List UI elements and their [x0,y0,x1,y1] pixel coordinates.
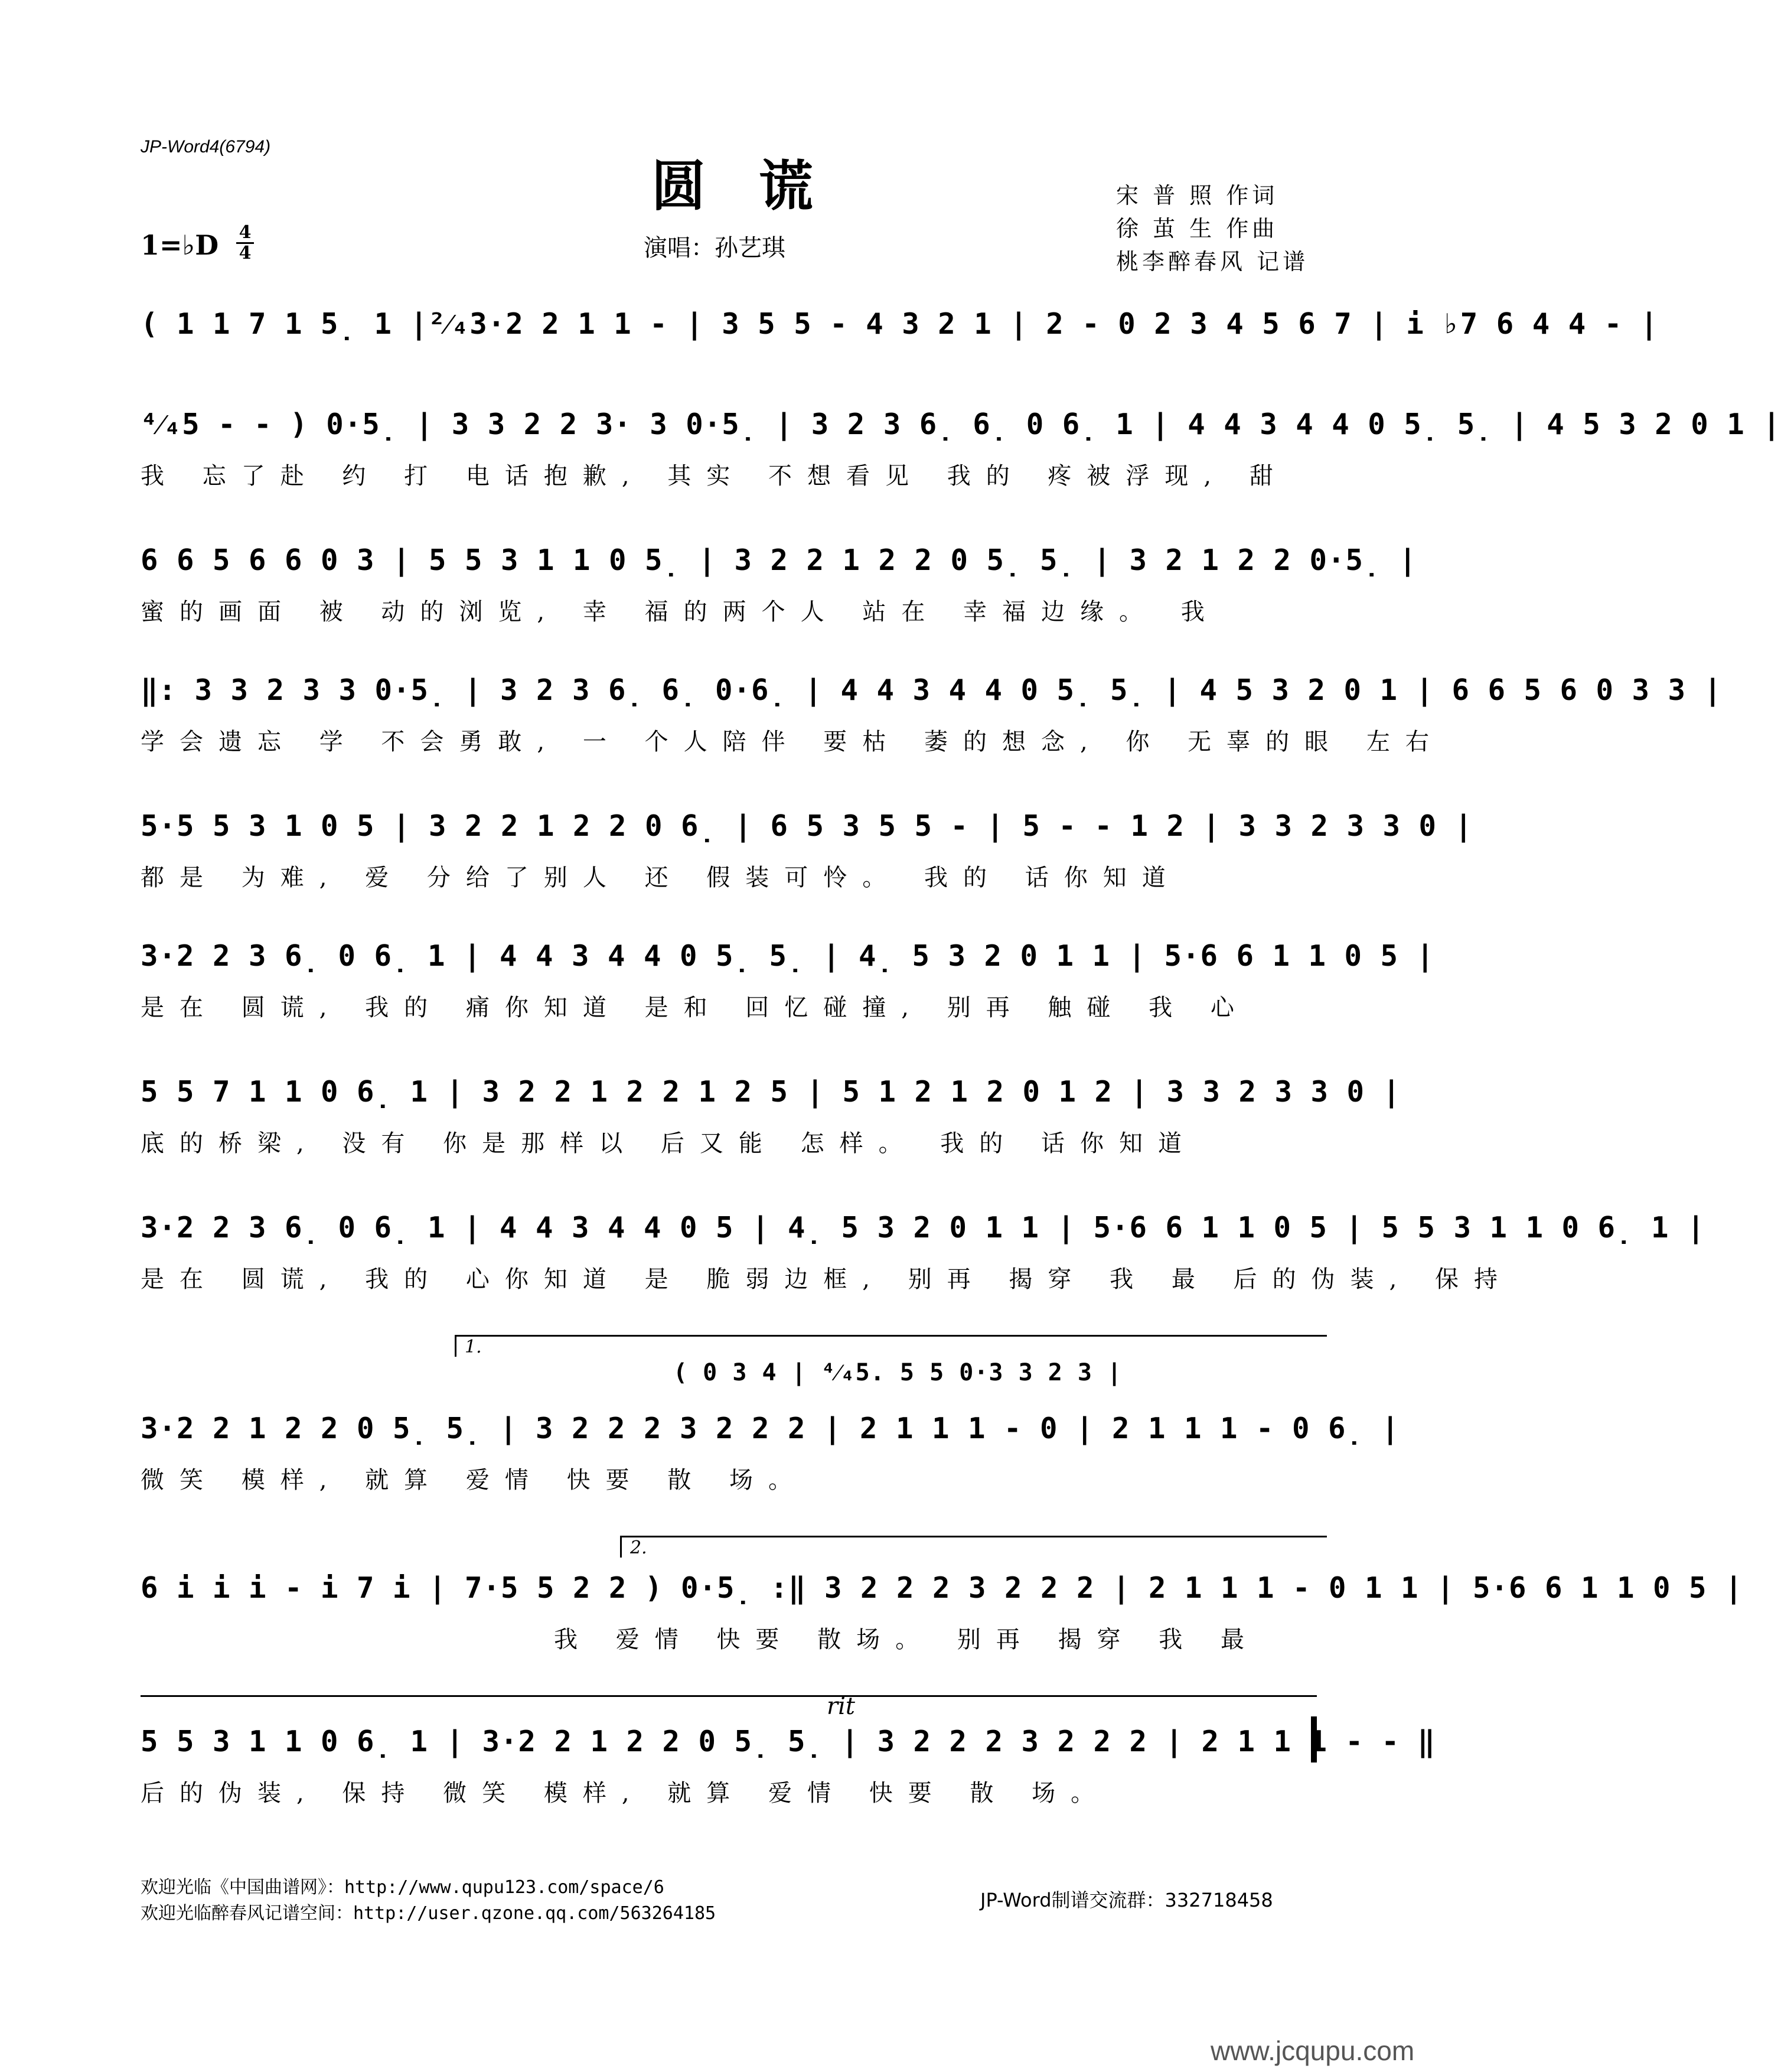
score-line-3: 6 6 5 6 6 0 3 | 5 5 3 1 1 0 5̣ | 3 2 2 1 2 2 0 5̣ 5̣ | 3 2 1 2 2 0·5̣ | [141,543,1417,577]
singer-credit: 演唱：孙艺琪 [644,234,785,262]
lyrics-line-6: 是在 圆谎, 我的 痛你知道 是和 回忆碰撞, 别再 触碰 我 心 [141,994,1250,1021]
score-line-1: ( 1 1 7 1 5̣ 1 |²⁄₄3·2 2 1 1 - | 3 5 5 - 4 3 2 1 | 2 - 0 2 3 4 5 6 7 | i ♭7 6 4 4 - | [141,307,1659,341]
footer-site-2: 欢迎光临醉春风记谱空间：http://user.qzone.qq.com/563264185 [141,1903,716,1924]
composer-credit: 徐 茧 生 作曲 [1116,216,1278,242]
final-barline [1311,1716,1317,1762]
lyrics-line-8: 是在 圆谎, 我的 心你知道 是 脆弱边框, 别再 揭穿 我 最 后的伪装, 保持 [141,1266,1513,1293]
score-line-2: ⁴⁄₄5 - - ) 0·5̣ | 3 3 2 2 3· 3 0·5̣ | 3 2 3 6̣ 6̣ 0 6̣ 1 | 4 4 3 4 4 0 5̣ 5̣ | 4 5 3 2 0 1 | [141,408,1781,441]
score-line-9: 3·2 2 1 2 2 0 5̣ 5̣ | 3 2 2 2 3 2 2 2 | 2 1 1 1 - 0 | 2 1 1 1 - 0 6̣ | [141,1412,1400,1445]
upper-voice-line: ( 0 3 4 | ⁴⁄₄5. 5 5 0·3 3 2 3 | [673,1359,1123,1386]
footer-group: JP-Word制谱交流群：332718458 [980,1889,1273,1911]
watermark: www.jcqupu.com [1211,2035,1415,2066]
time-signature [236,223,254,263]
score-line-5: 5·5 5 3 1 0 5 | 3 2 2 1 2 2 0 6̣ | 6 5 3 5 5 - | 5 - - 1 2 | 3 3 2 3 3 0 | [141,809,1473,843]
lyrics-line-9: 微笑 模样, 就算 爱情 快要 散 场。 [141,1467,808,1494]
software-label: JP-Word4(6794) [141,137,271,157]
score-line-10: 6 i i i - i 7 i | 7·5 5 2 2 ) 0·5̣ :‖ 3 2 2 2 3 2 2 2 | 2 1 1 1 - 0 1 1 | 5·6 6 1 1 0 5 | [141,1571,1743,1605]
lyrics-line-7: 底的桥梁, 没有 你是那样以 后又能 怎样。 我的 话你知道 [141,1130,1198,1157]
score-line-4: ‖: 3 3 2 3 3 0·5̣ | 3 2 3 6̣ 6̣ 0·6̣ | 4 4 3 4 4 0 5̣ 5̣ | 4 5 3 2 0 1 | 6 6 5 6 0 3 3 | [141,673,1723,707]
lyrics-line-5: 都是 为难, 爱 分给了别人 还 假装可怜。 我的 话你知道 [141,864,1181,891]
score-line-7: 5 5 7 1 1 0 6̣ 1 | 3 2 2 1 2 2 1 2 5 | 5 1 2 1 2 0 1 2 | 3 3 2 3 3 0 | [141,1075,1401,1109]
footer-site-1: 欢迎光临《中国曲谱网》：http://www.qupu123.com/space/6 [141,1877,664,1898]
ritardando-marking: rit [827,1693,855,1720]
lyricist-credit: 宋 普 照 作词 [1116,183,1278,208]
transcriber-credit: 桃李醉春风 记谱 [1116,249,1309,275]
lyrics-line-10: 我 爱情 快要 散场。 别再 揭穿 我 最 [554,1626,1260,1653]
score-line-11: 5 5 3 1 1 0 6̣ 1 | 3·2 2 1 2 2 0 5̣ 5̣ | 3 2 2 2 3 2 2 2 | 2 1 1 1 - - ‖ [141,1725,1436,1758]
lyrics-line-3: 蜜的画面 被 动的浏览, 幸 福的两个人 站在 幸福边缘。 我 [141,598,1220,625]
volta-first-ending: 1. [455,1335,1327,1357]
lyrics-line-11: 后的伪装, 保持 微笑 模样, 就算 爱情 快要 散 场。 [141,1780,1110,1807]
score-line-8: 3·2 2 3 6̣ 0 6̣ 1 | 4 4 3 4 4 0 5 | 4̣ 5 3 2 0 1 1 | 5·6 6 1 1 0 5 | 5 5 3 1 1 0 6̣ 1 | [141,1211,1705,1244]
final-system-rule [141,1695,1317,1697]
meter-top: 4 [239,222,252,243]
meter-bottom: 4 [236,242,254,263]
lyrics-line-4: 学会遗忘 学 不会勇敢, 一 个人陪伴 要枯 萎的想念, 你 无辜的眼 左右 [141,728,1444,755]
page-title: 圆谎 [651,154,866,218]
score-line-6: 3·2 2 3 6̣ 0 6̣ 1 | 4 4 3 4 4 0 5̣ 5̣ | 4̣ 5 3 2 0 1 1 | 5·6 6 1 1 0 5 | [141,939,1435,973]
volta-second-ending: 2. [620,1536,1327,1558]
key-signature: 1=♭D [141,229,219,261]
lyrics-line-2: 我 忘了赴 约 打 电话抱歉, 其实 不想看见 我的 疼被浮现, 甜 [141,462,1289,490]
